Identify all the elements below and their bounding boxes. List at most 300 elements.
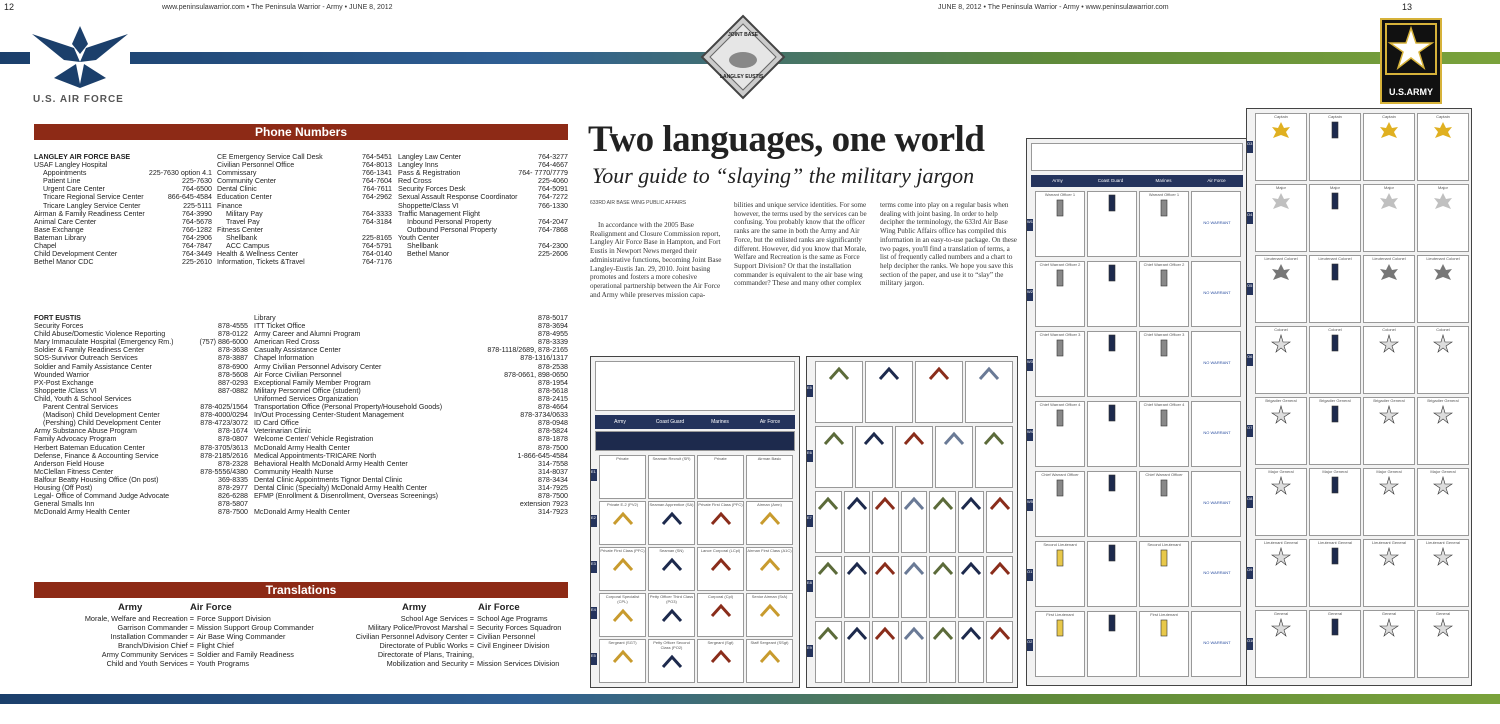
phone-entry [34, 444, 248, 452]
phone-entry-number: 764-3184 [362, 217, 392, 226]
star-insignia-icon [1269, 333, 1293, 353]
phone-entry-number: 764-8013 [362, 161, 392, 170]
phone-entry-number: 878-4000/0294 [200, 411, 248, 420]
phone-entry-number: 314-7925 [538, 483, 568, 492]
phone-entry-name: McDonald Army Health Center [34, 508, 130, 517]
phone-entry-name: General Smalls Inn [34, 500, 95, 509]
enlisted-senior-chart [806, 356, 1018, 688]
phone-entry [217, 242, 392, 250]
translation-army: Directorate of Plans, Training, [377, 650, 474, 659]
rank-cell [915, 361, 963, 423]
translation-row [34, 623, 314, 632]
phone-entry [34, 153, 212, 161]
phone-entry-name: Child Abuse/Domestic Violence Reporting [34, 330, 166, 339]
row-label: W2 [1027, 289, 1033, 301]
rank-cell [1191, 541, 1241, 607]
phone-entry [254, 484, 568, 492]
phone-entry [34, 169, 212, 177]
rank-cell [1255, 468, 1307, 536]
phone-entry-number: 764-0140 [362, 250, 392, 259]
phone-entry-name: ACC Campus [226, 242, 270, 251]
rank-cell [1417, 539, 1469, 607]
translation-air-force [474, 650, 477, 659]
phone-entry-number: 878-3434 [538, 475, 568, 484]
phone-entry [34, 468, 248, 476]
service-header: Army [1052, 178, 1063, 183]
rank-cell [1417, 326, 1469, 394]
phone-entry [34, 346, 248, 354]
phone-entry-name: Travel Pay [226, 217, 260, 226]
rank-cell [965, 361, 1013, 423]
phone-entry-number: 764-3449 [182, 250, 212, 259]
rank-cell [1363, 326, 1415, 394]
rank-cell [1035, 471, 1085, 537]
no-warrant-label: NO WARRANT [1203, 500, 1231, 505]
article-col2: bilities and unique service identities. For some however, the terms used by the services can be confusing. You probably know that the officer ranks are the same in both the Army and Air Force, but the enlisted ranks are significantly different. However, did you know that Morale, Welfare and Recreation is the same as Force Support Division? Or that the installation commander is equivalent to the air base wing commander? These and many other complex [734, 201, 867, 288]
bar-insignia-icon [1152, 408, 1176, 428]
rank-label: General [1273, 611, 1289, 616]
phone-entry-number: 764-5091 [538, 185, 568, 194]
rank-cell [1035, 331, 1085, 397]
translation-air-force: Flight Chief [197, 641, 234, 650]
service-header: Coast Guard [655, 419, 685, 425]
rank-label: Chief Warrant Officer [1145, 472, 1183, 477]
row-label: E2 [591, 515, 597, 527]
phone-entry [34, 258, 212, 266]
leaf-insignia-icon [1431, 191, 1455, 211]
rank-cell [1309, 468, 1361, 536]
leaf-insignia-icon [1269, 120, 1293, 140]
chevron-insignia-icon [931, 493, 955, 513]
rank-label: Major General [1268, 469, 1294, 474]
star-insignia-icon [1269, 546, 1293, 566]
rank-cell [746, 547, 793, 591]
phone-entry-name: Shoppette/Class VI [398, 201, 459, 210]
rank-cell [1191, 191, 1241, 257]
phone-entry-number: 766-1341 [362, 169, 392, 178]
phone-entry [254, 314, 568, 322]
phone-entry-number: 764-7176 [362, 258, 392, 267]
phone-entry-name: Bethel Manor [407, 250, 450, 259]
bar-insignia-icon [1152, 618, 1176, 638]
rank-label: General [1327, 611, 1343, 616]
rank-cell [1255, 610, 1307, 678]
rank-cell [1417, 468, 1469, 536]
phone-entry [398, 242, 568, 250]
translation-air-force: Security Forces Squadron [477, 623, 562, 632]
star-insignia-icon [1269, 617, 1293, 637]
phone-entry-name: Security Forces Desk [398, 185, 466, 194]
row-label: W3 [1027, 359, 1033, 371]
chevron-insignia-icon [959, 623, 983, 643]
star-insignia-icon [1431, 546, 1455, 566]
star-insignia-icon [1269, 404, 1293, 424]
phone-entry-name: Urgent Care Center [43, 185, 105, 194]
phone-entry-name: CE Emergency Service Call Desk [217, 153, 323, 161]
phone-entry-number: 225-7630 option 4.1 [148, 169, 212, 178]
right-folio: JUNE 8, 2012 • The Peninsula Warrior - Army • www.peninsulawarrior.com [938, 4, 1169, 11]
phone-entry-number: 225-4060 [538, 177, 568, 186]
rank-cell [599, 501, 646, 545]
rank-cell [1363, 468, 1415, 536]
rank-label: Lance Corporal (LCpl) [700, 548, 741, 553]
phone-entry-number: 878-7500 [218, 508, 248, 517]
phone-entry-name: Library [254, 314, 276, 322]
phone-entry-name: Information, Tickets &Travel [217, 258, 305, 267]
phone-entry-name: Herbert Bateman Education Center [34, 443, 145, 452]
phone-entry-number: (757) 886-6000 [199, 338, 248, 347]
leaf-insignia-icon [1377, 120, 1401, 140]
translation-air-force: Force Support Division [197, 614, 271, 623]
phone-entry [34, 161, 212, 169]
tr-af-head-2: Air Force [478, 602, 520, 613]
translation-air-force: Mission Services Division [477, 659, 560, 668]
bar-insignia-icon [1152, 478, 1176, 498]
phone-entry-name: Medical Appointments-TRICARE North [254, 451, 377, 460]
phone-entry-number: 878-4664 [538, 403, 568, 412]
rank-label: First Lieutenant [1150, 612, 1178, 617]
chevron-insignia-icon [611, 646, 635, 666]
phone-entry [217, 258, 392, 266]
phone-entry [34, 322, 248, 330]
phone-entry-name: Behavioral Health McDonald Army Health Center [254, 459, 408, 468]
phone-entry [398, 177, 568, 185]
phone-entry-name: Shellbank [407, 242, 439, 251]
rank-cell [1363, 397, 1415, 465]
eustis-col2 [254, 314, 568, 516]
phone-entry [254, 411, 568, 419]
phone-entry-name: Military Pay [226, 209, 263, 218]
translation-row [316, 632, 568, 641]
phone-entry-number: 764- 7770/7779 [518, 169, 568, 178]
rank-cell [1191, 611, 1241, 677]
rank-cell [1417, 397, 1469, 465]
rank-cell [1191, 471, 1241, 537]
phone-entry [254, 476, 568, 484]
phone-entry-number: 866-645-4584 [167, 193, 212, 202]
translation-army: Branch/Division Chief = [117, 641, 194, 650]
chevron-insignia-icon [902, 428, 926, 448]
phone-entry-name: FORT EUSTIS [34, 314, 81, 322]
phone-entry-number: 878-0122 [218, 330, 248, 339]
phone-entry-name: Air Force Civilian Personnel [254, 370, 342, 379]
service-header: Marines [1155, 178, 1172, 183]
bar-insignia-icon [1323, 475, 1347, 495]
phone-entry-name: SOS-Survivor Outreach Services [34, 354, 138, 363]
rank-cell [901, 491, 928, 553]
phone-entry [34, 242, 212, 250]
rank-label: Chief Warrant Officer 4 [1039, 402, 1081, 407]
phone-entry-number: 764-2962 [362, 193, 392, 202]
no-warrant-label: NO WARRANT [1203, 220, 1231, 225]
tr-army-head-2: Army [402, 602, 427, 613]
chevron-insignia-icon [611, 605, 635, 625]
bar-insignia-icon [1100, 193, 1124, 213]
rank-cell [1035, 261, 1085, 327]
chevron-insignia-icon [931, 623, 955, 643]
army-logo [1380, 18, 1442, 104]
phone-entry-name: Balfour Beatty Housing Office (On post) [34, 475, 159, 484]
phone-entry-number: 878-5618 [538, 386, 568, 395]
phone-entry [34, 338, 248, 346]
officer-chart-left [1026, 138, 1248, 686]
phone-entry-name: (Madison) Child Development Center [43, 411, 160, 420]
phone-entry [254, 500, 568, 508]
rank-cell [1087, 541, 1137, 607]
bar-insignia-icon [1152, 268, 1176, 288]
star-insignia-icon [1431, 475, 1455, 495]
phone-entry-name: Inbound Personal Property [407, 217, 492, 226]
rank-cell [697, 501, 744, 545]
phone-entry-number: 369-8335 [218, 475, 248, 484]
rank-label: Lieutenant Colonel [1318, 256, 1352, 261]
translation-row [316, 614, 568, 623]
bar-insignia-icon [1048, 408, 1072, 428]
rank-label: Lieutenant General [1371, 540, 1407, 545]
bar-insignia-icon [1323, 120, 1347, 140]
chevron-insignia-icon [877, 363, 901, 383]
phone-entry [34, 500, 248, 508]
bar-insignia-icon [1323, 404, 1347, 424]
rank-label: Captain [1328, 114, 1342, 119]
joint-base-seal [700, 14, 786, 100]
chevron-insignia-icon [959, 493, 983, 513]
phone-entry-name: McDonald Army Health Center [254, 443, 350, 452]
rank-cell [1087, 261, 1137, 327]
row-label: E9 [807, 645, 813, 657]
phone-entry-name: McDonald Army Health Center [254, 508, 350, 517]
phone-entry-number: 878-5556/4380 [200, 467, 248, 476]
translation-army: Morale, Welfare and Recreation = [84, 614, 194, 623]
footer-stripe [0, 694, 1500, 704]
rank-cell [1035, 401, 1085, 467]
rank-cell [815, 491, 842, 553]
phone-entry [398, 202, 568, 210]
rank-cell [599, 593, 646, 637]
rank-cell [865, 361, 913, 423]
star-insignia-icon [1431, 333, 1455, 353]
service-header: Marines [711, 419, 729, 425]
chevron-insignia-icon [931, 558, 955, 578]
chevron-insignia-icon [816, 623, 840, 643]
chevron-insignia-icon [660, 651, 684, 671]
translations-right [316, 614, 568, 668]
air-force-wings-icon [30, 22, 130, 92]
translation-air-force: Air Base Wing Commander [197, 632, 286, 641]
phone-entry [34, 508, 248, 516]
chevron-insignia-icon [827, 363, 851, 383]
seal-top-text: JOINT BASE [728, 32, 759, 38]
phone-entry-name: Pass & Registration [398, 169, 461, 178]
bar-insignia-icon [1048, 548, 1072, 568]
phone-entry [34, 202, 212, 210]
phone-entry-number: 764-7272 [538, 193, 568, 202]
phone-entry [254, 492, 568, 500]
translation-row [316, 623, 568, 632]
rank-label: General [1381, 611, 1397, 616]
rank-cell [599, 547, 646, 591]
phone-entry-number: 764-7604 [362, 177, 392, 186]
chevron-insignia-icon [873, 558, 897, 578]
chevron-insignia-icon [709, 646, 733, 666]
row-label: O9 [1247, 567, 1253, 579]
bar-insignia-icon [1100, 543, 1124, 563]
row-label: O8 [1247, 496, 1253, 508]
rank-cell [872, 621, 899, 683]
translation-row [316, 659, 568, 668]
translation-army: Army Community Services = [101, 650, 194, 659]
bar-insignia-icon [1048, 268, 1072, 288]
phone-entry-number: 764-5451 [362, 153, 392, 161]
phone-entry-name: Exceptional Family Member Program [254, 378, 371, 387]
rank-cell [1087, 331, 1137, 397]
phone-entry-name: Military Personnel Office (student) [254, 386, 361, 395]
seal-bottom-text: LANGLEY EUSTIS [720, 74, 764, 80]
rank-cell [648, 501, 695, 545]
phone-entry-number: 764-7868 [538, 225, 568, 234]
phone-entry [34, 210, 212, 218]
rank-cell [958, 621, 985, 683]
rank-cell [1139, 261, 1189, 327]
officer-intro-text [1031, 143, 1243, 171]
phone-entry [34, 185, 212, 193]
phone-entry-number: 878-7500 [538, 443, 568, 452]
rank-cell [697, 547, 744, 591]
rank-label: Private [616, 456, 629, 461]
rank-label: Chief Warrant Officer [1041, 472, 1079, 477]
rank-cell [1255, 113, 1307, 181]
phone-entry [398, 226, 568, 234]
phone-entry-name: Sexual Assault Response Coordinator [398, 193, 518, 202]
rank-cell [1309, 326, 1361, 394]
rank-cell [648, 639, 695, 683]
no-warrant-label: NO WARRANT [1203, 640, 1231, 645]
phone-entry [34, 460, 248, 468]
phone-entry-number: 878-1878 [538, 435, 568, 444]
phone-entry [34, 411, 248, 419]
phone-entry [34, 177, 212, 185]
phone-entry [34, 363, 248, 371]
phone-entry-name: Langley Inns [398, 161, 439, 170]
rank-label: Colonel [1382, 327, 1396, 332]
rank-cell [1255, 539, 1307, 607]
phone-entry-number: 225-2606 [538, 250, 568, 259]
rank-cell [1255, 326, 1307, 394]
phone-entry-name: Wounded Warrior [34, 370, 90, 379]
phone-entry-number: 878-4723/3072 [200, 419, 248, 428]
phone-entry-name: Langley Law Center [398, 153, 462, 161]
phone-entry [254, 346, 568, 354]
phone-entry-number: 878-5017 [538, 314, 568, 322]
bar-insignia-icon [1152, 548, 1176, 568]
row-label: W4 [1027, 429, 1033, 441]
service-header-row [595, 415, 795, 429]
bar-insignia-icon [1323, 333, 1347, 353]
phone-entry-name: Tricare Langley Service Center [43, 201, 141, 210]
leaf-insignia-icon [1269, 262, 1293, 282]
translation-army: Mobilization and Security = [386, 659, 474, 668]
rank-cell [844, 621, 871, 683]
phone-entry [254, 363, 568, 371]
phone-entry [254, 403, 568, 411]
rank-cell [599, 455, 646, 499]
phone-entry [398, 218, 568, 226]
service-header: Air Force [759, 419, 781, 425]
translation-army: School Age Services = [400, 614, 474, 623]
rank-label: Major [1437, 185, 1448, 190]
phone-entry-name: Dental Clinic (Specialty) McDonald Army Health Center [254, 483, 428, 492]
army-label: U.S.ARMY [1388, 87, 1433, 97]
rank-cell [1309, 539, 1361, 607]
phone-entry-number: 764-2047 [538, 217, 568, 226]
service-header-row [1031, 175, 1243, 187]
rank-label: Major General [1430, 469, 1456, 474]
bar-insignia-icon [1100, 263, 1124, 283]
rank-label: Private First Class (PFC) [698, 502, 743, 507]
row-label: E8 [807, 580, 813, 592]
translation-air-force: Soldier and Family Readiness [197, 650, 294, 659]
rank-cell [1139, 401, 1189, 467]
rank-cell [1417, 184, 1469, 252]
phone-entry [398, 250, 568, 258]
chevron-insignia-icon [959, 558, 983, 578]
rank-label: Lieutenant Colonel [1372, 256, 1406, 261]
rank-cell [844, 491, 871, 553]
phone-entry-number: 764-7847 [182, 242, 212, 251]
rank-label: Captain [1436, 114, 1450, 119]
phone-entry-number: 878-4955 [538, 330, 568, 339]
phone-entry [217, 185, 392, 193]
phone-entry-number: 878-2538 [538, 362, 568, 371]
row-label: E5 [591, 653, 597, 665]
right-page-number: 13 [1402, 2, 1413, 12]
row-label: O1 [1027, 569, 1033, 581]
phone-entry-name: ITT Ticket Office [254, 322, 306, 331]
rank-cell [1417, 113, 1469, 181]
rank-cell [648, 455, 695, 499]
phone-entry-number: 764-5678 [182, 217, 212, 226]
rank-cell [1191, 401, 1241, 467]
left-page-number: 12 [4, 2, 15, 12]
translations-left [34, 614, 314, 668]
chevron-insignia-icon [758, 554, 782, 574]
row-label: O2 [1027, 639, 1033, 651]
phone-entry-number: 878-3887 [218, 354, 248, 363]
chevron-insignia-icon [845, 493, 869, 513]
phone-entry [217, 177, 392, 185]
bar-insignia-icon [1323, 546, 1347, 566]
phone-entry [34, 403, 248, 411]
rank-cell [929, 621, 956, 683]
phone-entry [254, 371, 568, 379]
phone-entry [34, 234, 212, 242]
rank-cell [1309, 113, 1361, 181]
translation-row [34, 650, 314, 659]
rank-label: Captain [1274, 114, 1288, 119]
chevron-insignia-icon [977, 363, 1001, 383]
row-label: W5 [1027, 499, 1033, 511]
phone-entry-name: In/Out Processing Center-Student Management [254, 411, 404, 420]
phone-entry-number: 878-5824 [538, 427, 568, 436]
phone-entry-name: Patient Line [43, 177, 81, 186]
phone-entry-name: Army Career and Alumni Program [254, 330, 361, 339]
rank-label: Major General [1376, 469, 1402, 474]
chevron-insignia-icon [816, 558, 840, 578]
chevron-insignia-icon [845, 623, 869, 643]
phone-entry-name: Transportation Office (Personal Property/Household Goods) [254, 403, 443, 412]
rank-cell [1087, 611, 1137, 677]
phone-entry [217, 210, 392, 218]
